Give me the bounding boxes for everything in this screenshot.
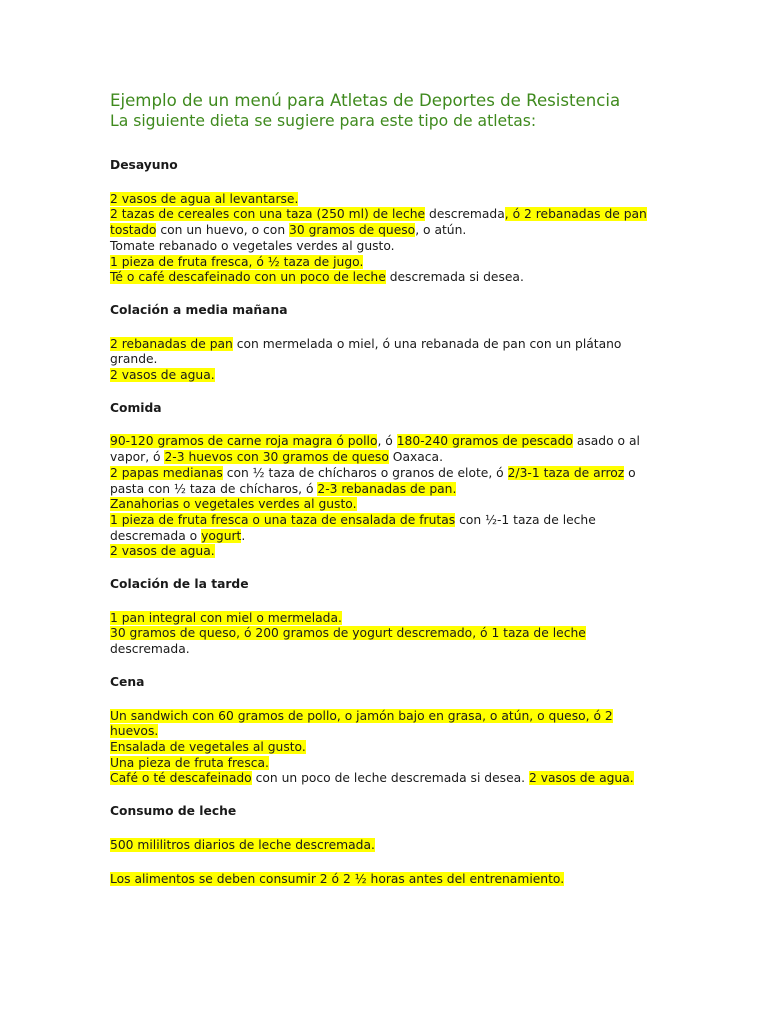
- heading-colacion-manana: Colación a media mañana: [110, 302, 288, 317]
- desayuno-line-2: [110, 207, 658, 238]
- comida-line-5: [110, 544, 658, 560]
- cena-line-2: [110, 740, 658, 756]
- highlight: 2 rebanadas de pan: [110, 336, 233, 351]
- text: asado o al vapor, ó: [110, 434, 640, 465]
- section-comida: [110, 434, 658, 560]
- text: con un poco de leche descremada si desea.: [251, 771, 529, 786]
- text: con mermelada o miel, ó una rebanada de pan con un plátano grande.: [110, 336, 622, 367]
- heading-comida: Comida: [110, 400, 162, 415]
- cena-line-3: [110, 756, 658, 772]
- highlight: 1 pieza de fruta fresca, ó ½ taza de jugo.: [110, 254, 364, 269]
- highlight: 180-240 gramos de pescado: [396, 434, 573, 449]
- colacion-tarde-line-2: [110, 626, 658, 657]
- highlight: 2-3 huevos con 30 gramos de queso: [164, 450, 389, 465]
- comida-line-2: [110, 466, 658, 497]
- cena-line-1: [110, 709, 658, 740]
- highlight: 2 vasos de agua.: [110, 544, 215, 559]
- highlight: , ó 2 rebanadas de pan tostado: [110, 207, 647, 238]
- highlight: 30 gramos de queso, ó 200 gramos de yogurt descremado, ó 1 taza de leche: [110, 626, 586, 641]
- text: con un huevo, o con: [156, 223, 290, 238]
- highlight: Un sandwich con 60 gramos de pollo, o jamón bajo en grasa, o atún, o queso, ó 2 huevos.: [110, 708, 613, 739]
- desayuno-line-1: [110, 192, 658, 208]
- text: , ó: [377, 434, 397, 449]
- section-consumo-leche: [110, 838, 658, 887]
- cena-line-4: [110, 771, 658, 787]
- highlight: 1 pieza de fruta fresca o una taza de ensalada de frutas: [110, 512, 456, 527]
- highlight: Café o té descafeinado: [110, 771, 252, 786]
- text: .: [241, 528, 246, 543]
- highlight: 2 papas medianas: [110, 465, 223, 480]
- heading-desayuno: Desayuno: [110, 158, 178, 172]
- section-cena: [110, 709, 658, 788]
- desayuno-line-3: Tomate rebanado o vegetales verdes al gusto.: [110, 238, 395, 253]
- highlight: 500 mililitros diarios de leche descremada.: [110, 837, 375, 852]
- text: descremada: [425, 207, 505, 222]
- colacion-tarde-line-1: [110, 611, 658, 627]
- text: con ½ taza de chícharos o granos de elote, ó: [222, 465, 508, 480]
- heading-colacion-tarde: Colación de la tarde: [110, 577, 249, 592]
- highlight: Té o café descafeinado con un poco de leche: [110, 270, 386, 285]
- section-desayuno: [110, 192, 658, 286]
- highlight: 2-3 rebanadas de pan.: [317, 481, 457, 496]
- highlight: 2/3-1 taza de arroz: [507, 465, 625, 480]
- highlight: 30 gramos de queso: [289, 223, 416, 238]
- highlight: Ensalada de vegetales al gusto.: [110, 739, 306, 754]
- text: , o atún.: [415, 223, 467, 238]
- highlight: Zanahorias o vegetales verdes al gusto.: [110, 497, 357, 512]
- highlight: 2 vasos de agua.: [110, 368, 215, 383]
- comida-line-3: [110, 497, 658, 513]
- document-title: Ejemplo de un menú para Atletas de Deportes de Resistencia: [110, 91, 621, 110]
- desayuno-line-5: [110, 270, 658, 286]
- text: Oaxaca.: [388, 450, 444, 465]
- text: o pasta con ½ taza de chícharos, ó: [110, 465, 636, 496]
- section-colacion-manana: [110, 337, 658, 384]
- consumo-leche-line-2: [110, 872, 658, 888]
- highlight: 90-120 gramos de carne roja magra ó pollo: [110, 434, 378, 449]
- highlight: 2 vasos de agua.: [529, 771, 634, 786]
- highlight: 2 tazas de cereales con una taza (250 ml) de leche: [110, 207, 426, 222]
- highlight: 2 vasos de agua al levantarse.: [110, 191, 299, 206]
- comida-line-1: [110, 434, 658, 465]
- highlight: Una pieza de fruta fresca.: [110, 755, 269, 770]
- colacion-manana-line-2: [110, 368, 658, 384]
- highlight: Los alimentos se deben consumir 2 ó 2 ½ horas antes del entrenamiento.: [110, 871, 565, 886]
- highlight: yogurt: [201, 528, 242, 543]
- highlight: 1 pan integral con miel o mermelada.: [110, 610, 342, 625]
- text: con ½-1 taza de leche descremada o: [110, 512, 596, 543]
- heading-consumo-leche: Consumo de leche: [110, 804, 237, 819]
- comida-line-4: [110, 513, 658, 544]
- consumo-leche-line-1: [110, 838, 658, 854]
- colacion-manana-line-1: [110, 337, 658, 368]
- document-subtitle: La siguiente dieta se sugiere para este tipo de atletas:: [110, 112, 537, 130]
- section-colacion-tarde: [110, 611, 658, 658]
- desayuno-line-4: [110, 255, 658, 271]
- document-content: [110, 90, 658, 887]
- heading-cena: Cena: [110, 674, 145, 689]
- text: descremada.: [110, 642, 190, 657]
- text: descremada si desea.: [385, 270, 524, 285]
